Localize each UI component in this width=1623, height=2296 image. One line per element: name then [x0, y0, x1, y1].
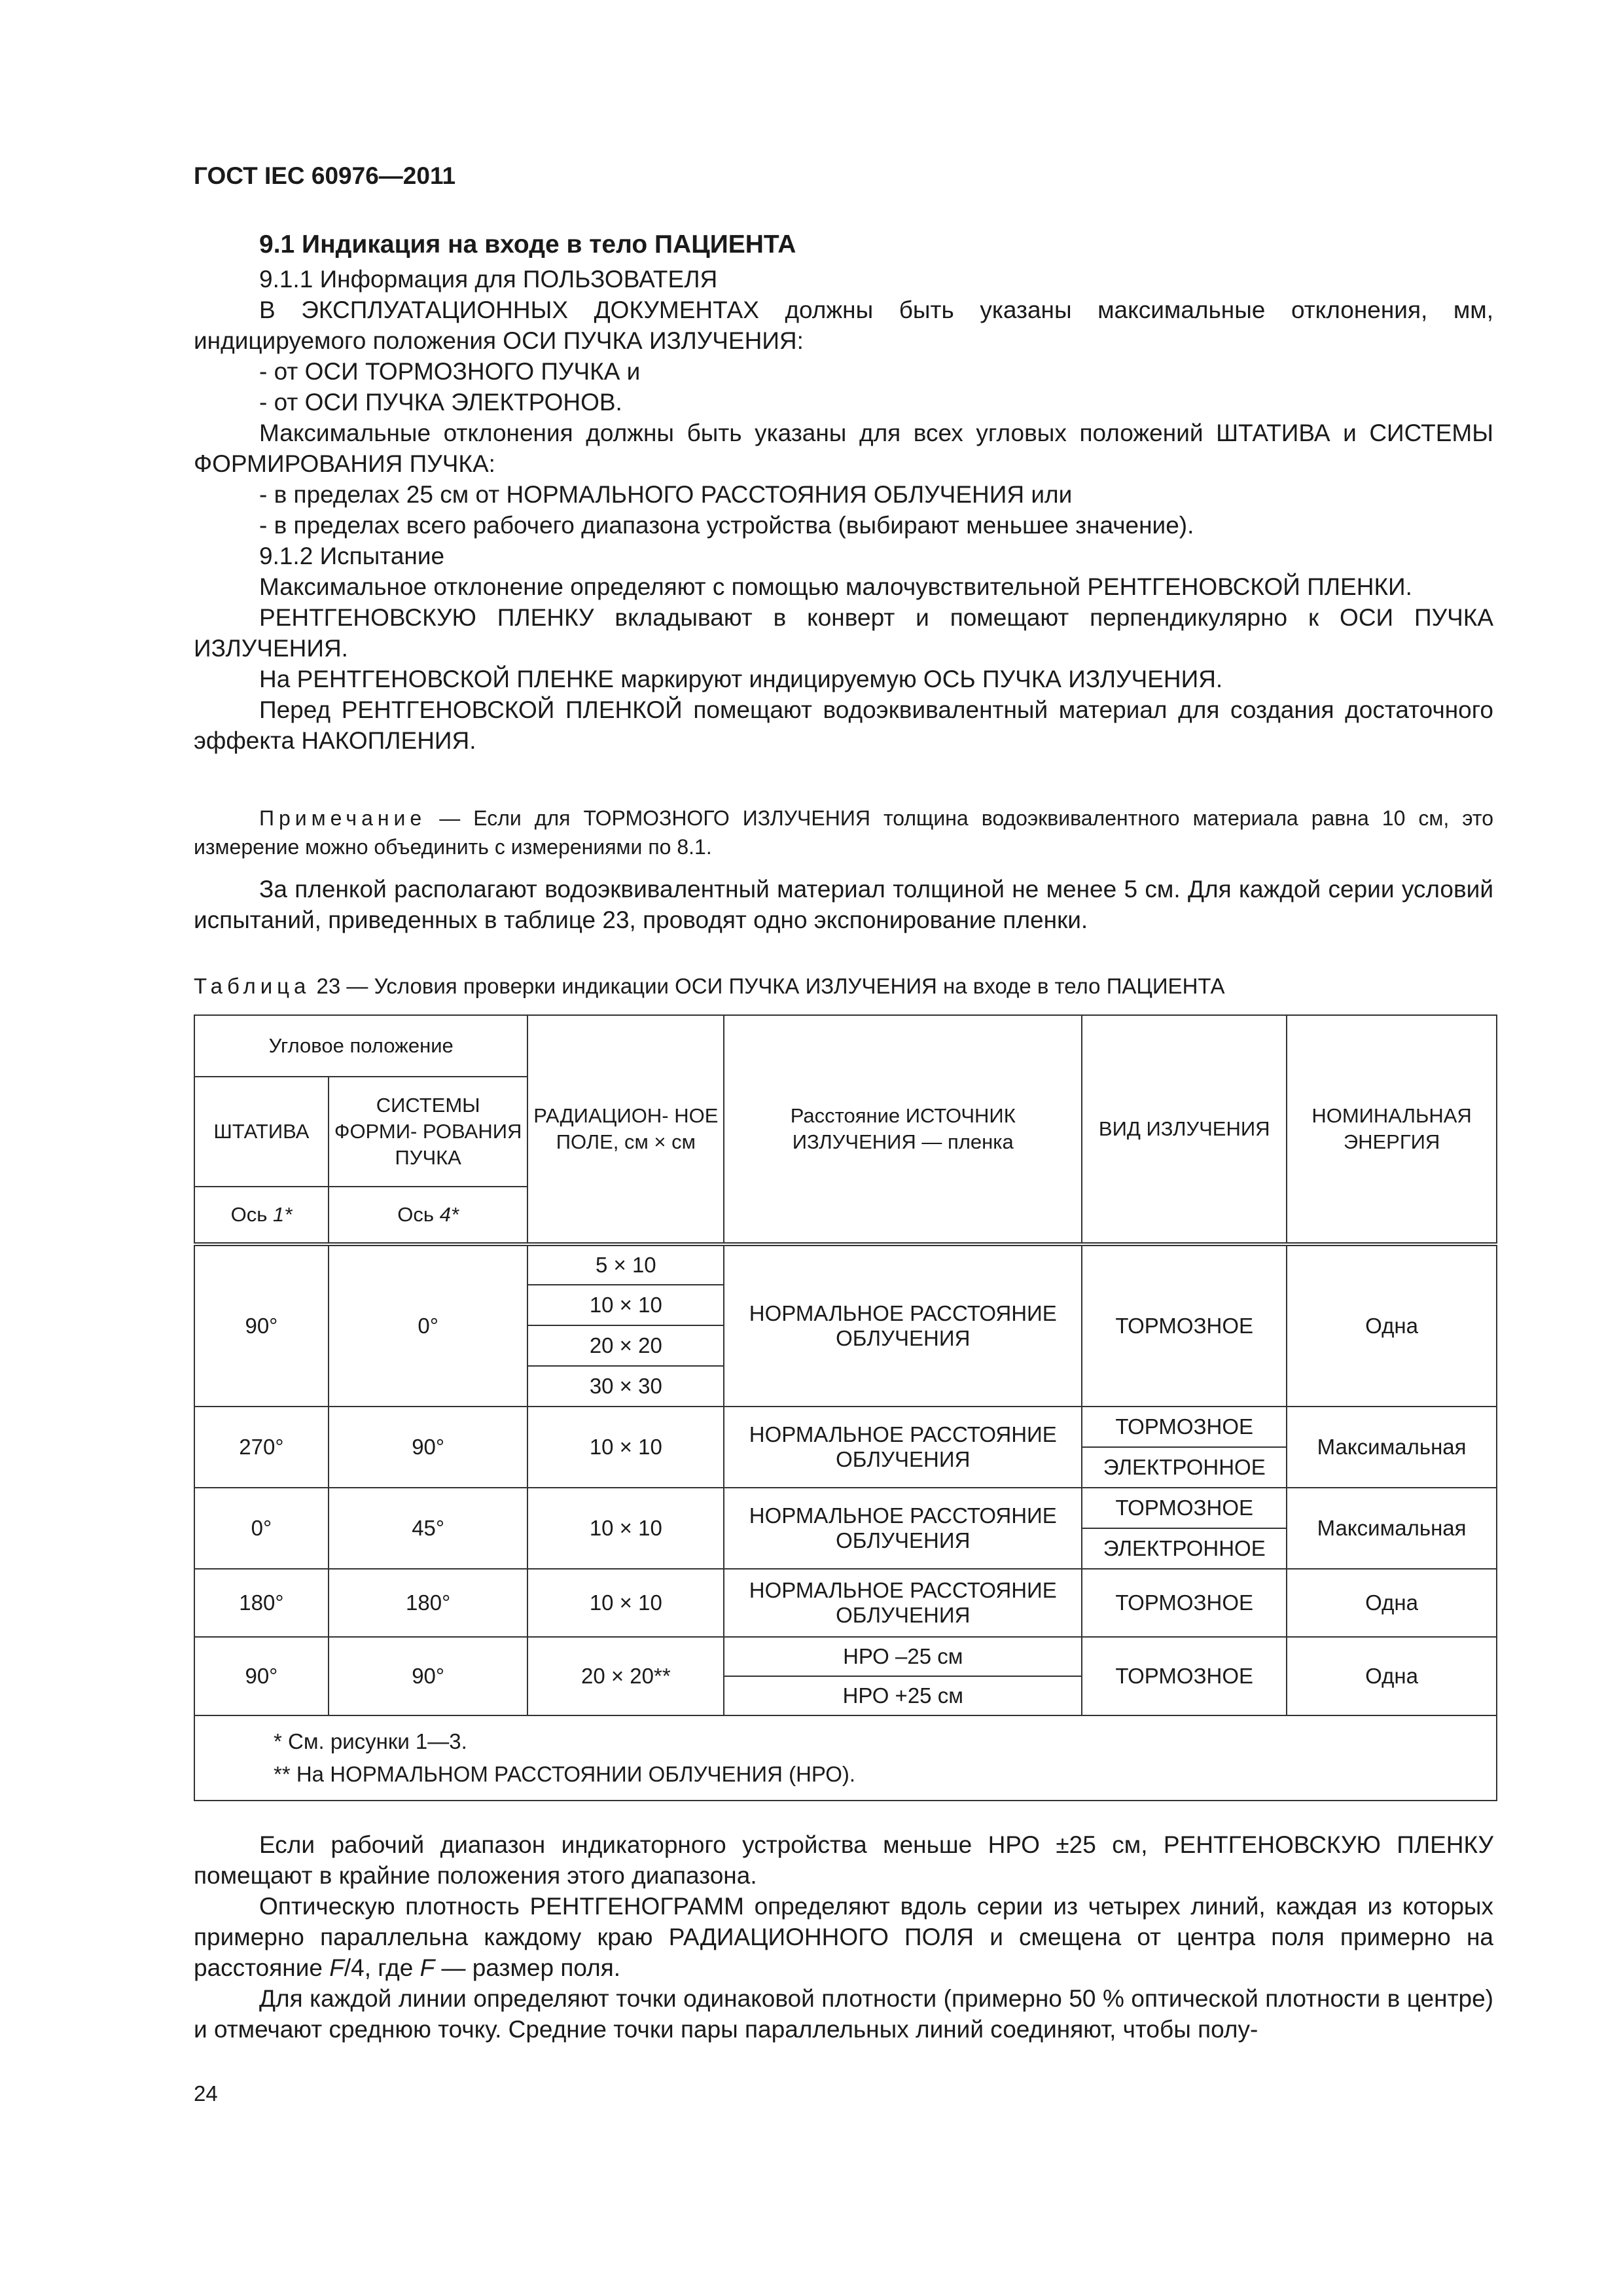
cell-energy: Одна	[1287, 1637, 1497, 1715]
cell-distance: НРО –25 см	[724, 1637, 1082, 1676]
header-distance: Расстояние ИСТОЧНИК ИЗЛУЧЕНИЯ — пленка	[724, 1015, 1082, 1244]
header-stand: ШТАТИВА	[194, 1077, 329, 1187]
paragraph: За пленкой располагают водоэквивалентный материал толщиной не менее 5 см. Для каждой серии условий испытаний, приведенных в таблице 23, проводят одно экспонирование пленки.	[194, 876, 1493, 933]
paragraph: Максимальные отклонения должны быть указаны для всех угловых положений ШТАТИВА и СИСТЕМЫ ФОРМИРОВАНИЯ ПУЧКА:	[194, 420, 1493, 477]
cell-field: 10 × 10	[527, 1488, 724, 1569]
cell-beam: 90°	[329, 1637, 528, 1715]
paragraph-after-note-block	[194, 874, 1493, 935]
cell-stand: 90°	[194, 1244, 329, 1407]
note-label: Примечание	[259, 806, 427, 830]
cell-field: 5 × 10	[527, 1244, 724, 1285]
cell-radiation: ЭЛЕКТРОННОЕ	[1082, 1447, 1287, 1488]
table-caption-text: 23 — Условия проверки индикации ОСИ ПУЧКА ИЗЛУЧЕНИЯ на входе в тело ПАЦИЕНТА	[310, 974, 1225, 998]
paragraph: 9.1.2 Испытание	[259, 543, 445, 569]
cell-stand: 270°	[194, 1407, 329, 1488]
cell-radiation: ТОРМОЗНОЕ	[1082, 1488, 1287, 1528]
cell-distance: НОРМАЛЬНОЕ РАССТОЯНИЕ ОБЛУЧЕНИЯ	[724, 1569, 1082, 1637]
cell-radiation: ТОРМОЗНОЕ	[1082, 1569, 1287, 1637]
cell-beam: 180°	[329, 1569, 528, 1637]
cell-distance: НОРМАЛЬНОЕ РАССТОЯНИЕ ОБЛУЧЕНИЯ	[724, 1244, 1082, 1407]
table-footnotes	[194, 1715, 1497, 1801]
cell-beam: 45°	[329, 1488, 528, 1569]
header-angular: Угловое положение	[194, 1015, 527, 1077]
cell-field: 20 × 20	[527, 1325, 724, 1366]
cell-energy: Одна	[1287, 1569, 1497, 1637]
header-axis4: Ось 4*	[329, 1187, 528, 1244]
cell-beam: 90°	[329, 1407, 528, 1488]
cell-distance: НОРМАЛЬНОЕ РАССТОЯНИЕ ОБЛУЧЕНИЯ	[724, 1488, 1082, 1569]
cell-field: 10 × 10	[527, 1285, 724, 1325]
cell-energy: Максимальная	[1287, 1488, 1497, 1569]
document-header: ГОСТ IEC 60976—2011	[194, 162, 456, 189]
cell-stand: 180°	[194, 1569, 329, 1637]
footnote: * См. рисунки 1—3.	[274, 1729, 467, 1753]
header-energy: НОМИНАЛЬНАЯ ЭНЕРГИЯ	[1287, 1015, 1497, 1244]
cell-distance: НОРМАЛЬНОЕ РАССТОЯНИЕ ОБЛУЧЕНИЯ	[724, 1407, 1082, 1488]
cell-stand: 90°	[194, 1637, 329, 1715]
cell-radiation: ТОРМОЗНОЕ	[1082, 1244, 1287, 1407]
cell-radiation: ТОРМОЗНОЕ	[1082, 1407, 1287, 1447]
cell-stand: 0°	[194, 1488, 329, 1569]
paragraph: РЕНТГЕНОВСКУЮ ПЛЕНКУ вкладывают в конверт и помещают перпендикулярно к ОСИ ПУЧКА ИЗЛУЧЕНИЯ.	[194, 604, 1493, 662]
paragraph: Оптическую плотность РЕНТГЕНОГРАММ определяют вдоль серии из четырех линий, каждая из которых примерно параллельна каждому краю РАДИАЦИОННОГО ПОЛЯ и смещена от центра поля примерно на расстояние F/4, где F — размер поля.	[194, 1893, 1493, 1981]
paragraph: На РЕНТГЕНОВСКОЙ ПЛЕНКЕ маркируют индицируемую ОСЬ ПУЧКА ИЗЛУЧЕНИЯ.	[259, 666, 1223, 692]
note	[194, 804, 1493, 861]
table-caption-label: Таблица	[194, 974, 311, 998]
paragraph: - от ОСИ ТОРМОЗНОГО ПУЧКА и	[259, 358, 641, 385]
cell-energy: Одна	[1287, 1244, 1497, 1407]
cell-radiation: ЭЛЕКТРОННОЕ	[1082, 1528, 1287, 1569]
paragraph: Если рабочий диапазон индикаторного устройства меньше НРО ±25 см, РЕНТГЕНОВСКУЮ ПЛЕНКУ помещают в крайние положения этого диапазона.	[194, 1831, 1493, 1889]
cell-field: 10 × 10	[527, 1407, 724, 1488]
paragraph: Для каждой линии определяют точки одинаковой плотности (примерно 50 % оптической плотности в центре) и отмечают среднюю точку. Средние точки пары параллельных линий соединяют, чтобы полу-	[194, 1985, 1493, 2043]
after-table-text	[194, 1829, 1493, 2045]
cell-radiation: ТОРМОЗНОЕ	[1082, 1637, 1287, 1715]
paragraph: Перед РЕНТГЕНОВСКОЙ ПЛЕНКОЙ помещают водоэквивалентный материал для создания достаточного эффекта НАКОПЛЕНИЯ.	[194, 696, 1493, 754]
footnote: ** На НОРМАЛЬНОМ РАССТОЯНИИ ОБЛУЧЕНИЯ (НРО).	[274, 1762, 856, 1786]
header-axis1: Ось 1*	[194, 1187, 329, 1244]
paragraph: - от ОСИ ПУЧКА ЭЛЕКТРОНОВ.	[259, 389, 622, 416]
section-title: 9.1 Индикация на входе в тело ПАЦИЕНТА	[259, 230, 796, 259]
paragraph: В ЭКСПЛУАТАЦИОННЫХ ДОКУМЕНТАХ должны быть указаны максимальные отклонения, мм, индицируемого положения ОСИ ПУЧКА ИЗЛУЧЕНИЯ:	[194, 296, 1493, 354]
cell-field: 30 × 30	[527, 1366, 724, 1407]
cell-field: 20 × 20**	[527, 1637, 724, 1715]
paragraph: - в пределах 25 см от НОРМАЛЬНОГО РАССТОЯНИЯ ОБЛУЧЕНИЯ или	[259, 481, 1073, 508]
paragraph: Максимальное отклонение определяют с помощью малочувствительной РЕНТГЕНОВСКОЙ ПЛЕНКИ.	[259, 573, 1412, 600]
paragraph: 9.1.1 Информация для ПОЛЬЗОВАТЕЛЯ	[259, 266, 718, 293]
cell-beam: 0°	[329, 1244, 528, 1407]
header-beam-system: СИСТЕМЫ ФОРМИ- РОВАНИЯ ПУЧКА	[329, 1077, 528, 1187]
header-field: РАДИАЦИОН- НОЕ ПОЛЕ, см × см	[527, 1015, 724, 1244]
page-number: 24	[194, 2081, 218, 2106]
cell-distance: НРО +25 см	[724, 1676, 1082, 1715]
cell-energy: Максимальная	[1287, 1407, 1497, 1488]
table-caption	[194, 974, 1224, 999]
cell-field: 10 × 10	[527, 1569, 724, 1637]
paragraph: - в пределах всего рабочего диапазона устройства (выбирают меньшее значение).	[259, 512, 1194, 539]
section-body	[194, 229, 1493, 756]
header-radiation: ВИД ИЗЛУЧЕНИЯ	[1082, 1015, 1287, 1244]
conditions-table	[194, 1014, 1497, 1801]
note-text: — Если для ТОРМОЗНОГО ИЗЛУЧЕНИЯ толщина водоэквивалентного материала равна 10 см, это измерение можно объединить с измерениями по 8.1.	[194, 806, 1493, 859]
